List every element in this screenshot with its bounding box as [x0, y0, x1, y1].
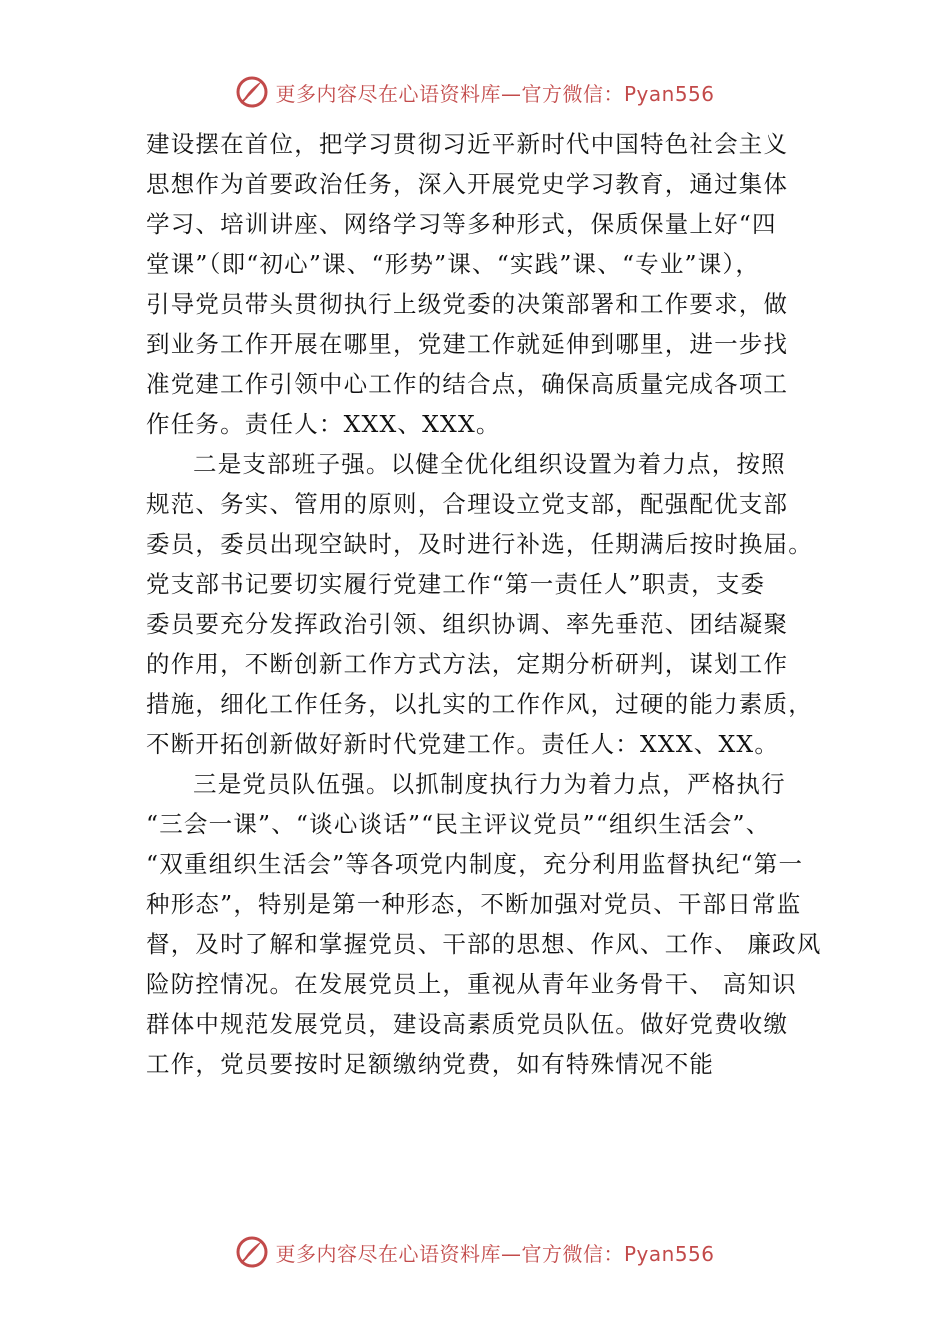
text-line: 督，及时了解和掌握党员、干部的思想、作风、工作、 廉政风: [146, 930, 822, 958]
text-line: 群体中规范发展党员，建设高素质党员队伍。做好党费收缴: [146, 1010, 789, 1038]
text-line: 二是支部班子强。以健全优化组织设置为着力点，按照: [193, 450, 786, 478]
text-line: 作任务。责任人：XXX、XXX。: [146, 410, 501, 438]
text-line: 学习、培训讲座、网络学习等多种形式，保质保量上好“四: [146, 210, 777, 238]
quill-seal-icon: [235, 1235, 269, 1269]
text-line: 规范、务实、管用的原则，合理设立党支部，配强配优支部: [146, 490, 789, 518]
text-line: 建设摆在首位，把学习贯彻习近平新时代中国特色社会主义: [146, 130, 789, 158]
text-line: 三是党员队伍强。以抓制度执行力为着力点，严格执行: [193, 770, 786, 798]
watermark-text: 更多内容尽在心语资料库—官方微信：Pyan556: [275, 81, 715, 106]
text-line: 委员，委员出现空缺时，及时进行补选，任期满后按时换届。: [146, 530, 813, 558]
text-line: 委员要充分发挥政治引领、组织协调、率先垂范、团结凝聚: [146, 610, 789, 638]
document-body: [146, 124, 826, 1084]
watermark-contact: Pyan556: [623, 81, 715, 106]
quill-seal-icon: [235, 75, 269, 109]
text-line: 的作用，不断创新工作方式方法，定期分析研判，谋划工作: [146, 650, 789, 678]
text-line: 险防控情况。在发展党员上，重视从青年业务骨干、 高知识: [146, 970, 797, 998]
text-line: 到业务工作开展在哪里，党建工作就延伸到哪里，进一步找: [146, 330, 789, 358]
text-line: 种形态”，特别是第一种形态，不断加强对党员、干部日常监: [146, 890, 802, 918]
text-line: 不断开拓创新做好新时代党建工作。责任人：XXX、XX。: [146, 730, 780, 758]
text-line: 准党建工作引领中心工作的结合点，确保高质量完成各项工: [146, 370, 789, 398]
watermark-contact: Pyan556: [623, 1241, 715, 1266]
text-line: 工作，党员要按时足额缴纳党费，如有特殊情况不能: [146, 1050, 715, 1078]
text-line: 党支部书记要切实履行党建工作“第一责任人”职责，支委: [146, 570, 766, 598]
text-line: 思想作为首要政治任务，深入开展党史学习教育，通过集体: [146, 170, 789, 198]
watermark-text: 更多内容尽在心语资料库—官方微信：Pyan556: [275, 1241, 715, 1266]
text-line: “双重组织生活会”等各项党内制度，充分利用监督执纪“第一: [146, 850, 804, 878]
footer-watermark: [0, 1230, 950, 1274]
header-watermark: [0, 70, 950, 114]
text-line: “三会一课”、“谈心谈话”“民主评议党员”“组织生活会”、: [146, 810, 771, 838]
text-line: 引导党员带头贯彻执行上级党委的决策部署和工作要求，做: [146, 290, 789, 318]
text-line: 措施，细化工作任务，以扎实的工作作风，过硬的能力素质，: [146, 690, 813, 718]
text-line: 堂课”（即“初心”课、“形势”课、“实践”课、“专业”课），: [146, 250, 761, 278]
